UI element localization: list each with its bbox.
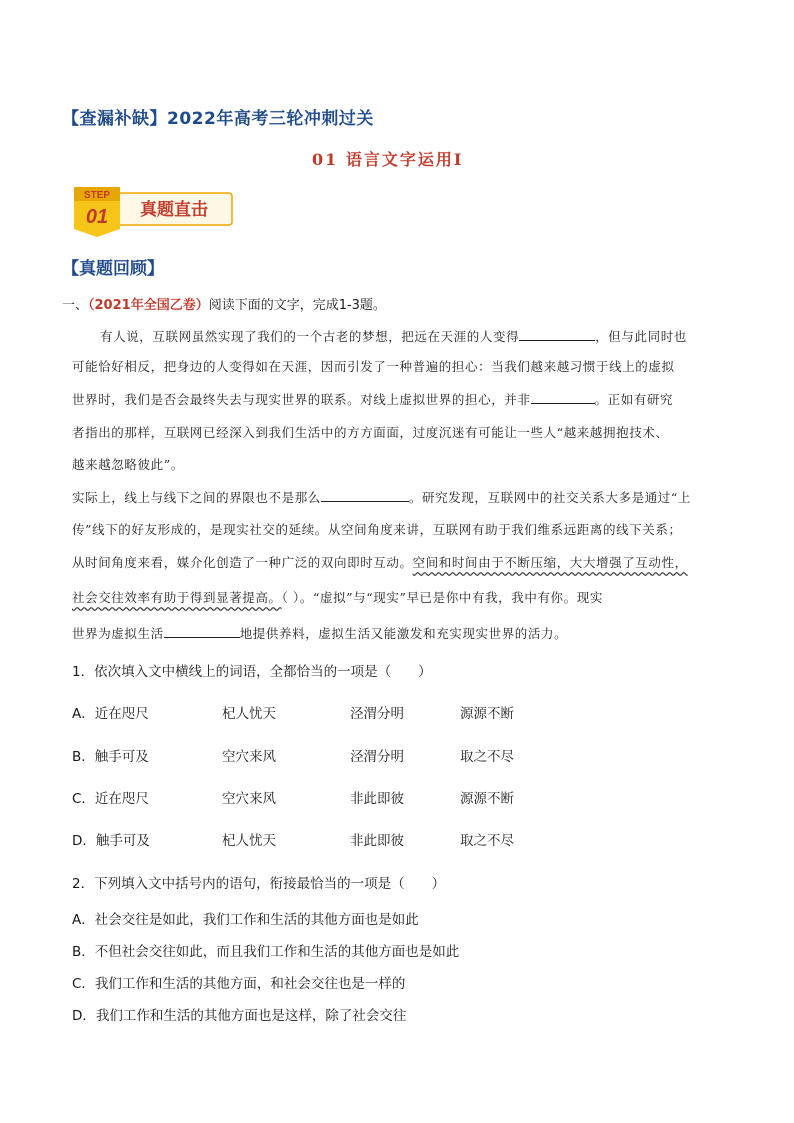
- passage-line: [72, 488, 691, 506]
- passage-text: 有人说，互联网虽然实现了我们的一个古老的梦想，把远在天涯的人变得: [100, 329, 520, 344]
- step-number-text: 01: [85, 206, 109, 228]
- fill-blank-1: [519, 328, 595, 341]
- q1-option-a-word3: 泾渭分明: [350, 706, 404, 722]
- wavy-underlined-text: 社会交往效率有助于得到显著提高。: [72, 590, 282, 605]
- q1-option-a-word4: 源源不断: [460, 706, 514, 722]
- passage-line: [72, 624, 567, 642]
- step-badge: [72, 185, 234, 237]
- passage-line: 越来越忽略彼此”。: [72, 457, 184, 472]
- q2-option-b: B．不但社会交往如此，而且我们工作和生活的其他方面也是如此: [72, 944, 460, 960]
- q1-option-b-word4: 取之不尽: [460, 749, 514, 765]
- q2-option-d: D．我们工作和生活的其他方面也是这样，除了社会交往: [72, 1008, 407, 1024]
- step-badge-graphic: [72, 185, 234, 237]
- passage-text: 从时间角度来看，媒介化创造了一种广泛的双向即时互动。: [72, 555, 413, 570]
- passage-text: 实际上，线上与线下之间的界限也不是那么: [72, 490, 321, 505]
- question-group-number: 一、: [62, 298, 89, 313]
- passage-line: 者指出的那样，互联网已经深入到我们生活中的方方面面，过度沉迷有可能让一些人“越来越拥抱技术、: [72, 425, 669, 440]
- q1-option-d-word4: 取之不尽: [460, 833, 514, 849]
- q2-option-a: A．社会交往是如此，我们工作和生活的其他方面也是如此: [72, 912, 419, 928]
- q1-option-c-word4: 源源不断: [460, 791, 514, 807]
- passage-line: 传”线下的好友形成的，是现实社交的延续。从空间角度来讲，互联网有助于我们维系远距离的线下关系；: [72, 522, 682, 537]
- question-1-stem: 1．依次填入文中横线上的词语，全都恰当的一项是（ ）: [72, 664, 432, 680]
- passage-text: （ ）。“虚拟”与“现实”早已是你中有我，我中有你。现实: [281, 590, 603, 605]
- question-instruction: 阅读下面的文字，完成1-3题。: [208, 298, 386, 313]
- q1-option-a-label: A．近在咫尺: [72, 706, 149, 722]
- q1-option-b-word2: 空穴来风: [222, 749, 276, 765]
- question-2-stem: 2．下列填入文中括号内的语句，衔接最恰当的一项是（ ）: [72, 876, 446, 892]
- passage-line: [100, 327, 687, 345]
- q1-option-c-label: C．近在咫尺: [72, 791, 149, 807]
- doc-header-title: 【查漏补缺】2022年高考三轮冲刺过关: [62, 109, 374, 129]
- section-title: 【真题回顾】: [62, 259, 164, 279]
- passage-line: 可能恰好相反，把身边的人变得如在天涯，因而引发了一种普遍的担心：当我们越来越习惯于线上的虚拟: [72, 359, 675, 374]
- question-group-intro: [62, 294, 386, 313]
- passage-line: [72, 588, 603, 606]
- q2-option-c: C．我们工作和生活的其他方面，和社会交往也是一样的: [72, 976, 406, 992]
- q1-option-d-word2: 杞人忧天: [222, 833, 276, 849]
- q1-option-c-word3: 非此即彼: [350, 791, 404, 807]
- passage-text: 地提供养料，虚拟生活又能激发和充实现实世界的活力。: [239, 626, 568, 641]
- q1-option-c-word2: 空穴来风: [222, 791, 276, 807]
- question-source: （2021年全国乙卷）: [88, 298, 209, 313]
- passage-text: 世界为虚拟生活: [72, 626, 164, 641]
- q1-option-a-word2: 杞人忧天: [222, 706, 276, 722]
- q1-option-d-word3: 非此即彼: [350, 833, 404, 849]
- doc-subtitle: 01 语言文字运用Ⅰ: [312, 150, 464, 169]
- step-label-text: STEP: [83, 190, 111, 201]
- fill-blank-3: [321, 489, 409, 502]
- passage-text: 世界时，我们是否会最终失去与现实世界的联系。对线上虚拟世界的担心，并非: [72, 392, 531, 407]
- step-title-text: 真题直击: [140, 200, 208, 220]
- q1-option-d-label: D．触手可及: [72, 833, 150, 849]
- fill-blank-4: [164, 625, 240, 638]
- q1-option-b-word3: 泾渭分明: [350, 749, 404, 765]
- fill-blank-2: [531, 391, 595, 404]
- passage-text: 。研究发现，互联网中的社交关系大多是通过“上: [408, 490, 691, 505]
- passage-text: ，但与此同时也: [595, 329, 687, 344]
- wavy-underlined-text: 空间和时间由于不断压缩，大大增强了互动性，: [412, 555, 688, 570]
- passage-text: 。正如有研究: [594, 392, 674, 407]
- passage-line: [72, 553, 688, 571]
- q1-option-b-label: B．触手可及: [72, 749, 149, 765]
- passage-line: [72, 390, 673, 408]
